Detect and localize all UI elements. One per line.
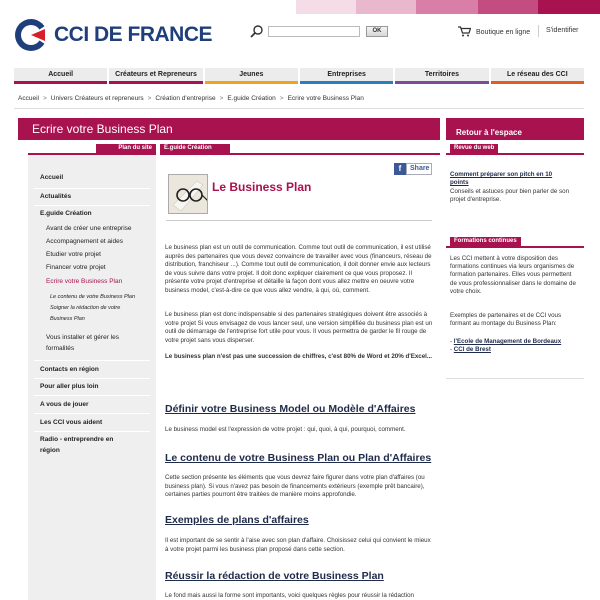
sidebar-item-eguide[interactable]: E.guide Création [40, 210, 92, 217]
revue-link-label: Comment préparer son pitch en 10 [450, 171, 553, 178]
breadcrumb-separator: > [147, 95, 152, 102]
tab-revue-du-web: Revue du web [450, 144, 498, 153]
formations-examples-text: Exemples de partenaires et de CCI vous formant au montage du Business Plan: [450, 312, 562, 328]
sidebar-item-actualites[interactable]: Actualités [40, 193, 72, 200]
breadcrumb-item[interactable]: E.guide Création [227, 95, 276, 102]
business-plan-image [168, 174, 208, 214]
logo-text: CCI DE FRANCE [54, 23, 213, 46]
divider [166, 220, 432, 221]
paragraph: Il est important de se sentir à l'aise avec son plan d'affaire. Choisissez celui qui convient le mieux à votre projet parmi les business plan proposé dans cette section. [165, 537, 431, 553]
paragraph: Le fond mais aussi la forme sont importants, voici quelques règles pour réussir la rédaction [165, 592, 414, 599]
ecole-bordeaux-label: l'Ecole de Management de Bordeaux [453, 338, 562, 345]
cci-logo-icon [14, 18, 48, 52]
page-title-bar [18, 118, 440, 140]
paragraph: Le business model est l'expression de votre projet : qui, quoi, à qui, pourquoi, comment. [165, 426, 406, 433]
revue-link[interactable] [450, 171, 578, 187]
section-heading-link[interactable]: Le contenu de votre Business Plan ou Plan d'Affaires [165, 452, 432, 464]
divider [14, 108, 584, 109]
login-link[interactable]: S'identifier [546, 27, 579, 34]
sidebar-subitem[interactable]: Financer votre projet [46, 264, 106, 271]
sidebar-item-pour-aller[interactable]: Pour aller plus loin [40, 383, 99, 390]
sidebar-subitem[interactable]: Accompagnement et aides [46, 238, 123, 245]
share-label: Share [406, 163, 432, 175]
sidebar-item-contacts[interactable]: Contacts en région [40, 366, 99, 373]
shop-link-label: Boutique en ligne [476, 29, 531, 36]
intro-paragraph: Le business plan est un outil de communication. Comme tout outil de communication, il est utilisé auprès des partenaires que vous devez convaincre de travailler avec vous (financeurs, réseau de distribution, franchiseur ...). Comme tout outil de communication, il doit donner envie aux lecteurs de vous suivre dans votre projet. Il doit donc expliquer clairement ce que vous proposez. Il présente votre projet d'entreprise et détaille la façon dont vous allez mettre en oeuvre votre business model, c'est-à-dire ce que vous allez vendre, à qui, où, comment. [165, 244, 432, 294]
retour-link[interactable]: Retour à l'espace [456, 128, 522, 137]
sidebar-subsubitem[interactable]: Soigner la rédaction de votre [50, 305, 121, 311]
breadcrumb-separator: > [219, 95, 224, 102]
paragraph: Le business plan est donc indispensable si des partenaires stratégiques doivent être associés à votre projet Si vous envisagez de vous lancer seul, une version simplifiée du business plan est un outil de démarrage de l'entreprise fort utile pour vous. Il vous permettra de garder le fil rouge de votre projet sans vous disperser. [165, 311, 433, 344]
cci-brest-link[interactable]: - CCI de Brest [450, 346, 491, 353]
divider [446, 246, 584, 248]
search-icon[interactable] [250, 24, 264, 43]
sidebar-subitem-active[interactable]: Ecrire votre Business Plan [46, 278, 123, 285]
sidebar [28, 153, 156, 600]
breadcrumb-separator: > [279, 95, 284, 102]
nav-accueil[interactable]: Accueil [14, 68, 107, 84]
section-heading-link[interactable]: Exemples de plans d'affaires [165, 514, 309, 526]
search-ok-button[interactable]: OK [366, 26, 388, 37]
sidebar-subitem-cont[interactable]: formalités [46, 345, 75, 352]
breadcrumb-separator: > [42, 95, 47, 102]
divider [446, 153, 584, 155]
nav-territoires[interactable]: Territoires [395, 68, 488, 84]
section-heading-link[interactable]: Réussir la rédaction de votre Business Plan [165, 570, 384, 582]
section-heading-link[interactable]: Définir votre Business Model ou Modèle d'Affaires [165, 403, 416, 415]
sidebar-subsubitem[interactable]: Le contenu de votre Business Plan [50, 294, 136, 300]
tab-eguide: E.guide Création [160, 144, 230, 153]
nav-jeunes[interactable]: Jeunes [205, 68, 298, 84]
search-input[interactable] [268, 26, 360, 37]
cci-brest-label: CCI de Brest [453, 346, 491, 353]
breadcrumb [18, 95, 364, 102]
nav-entreprises[interactable]: Entreprises [300, 68, 393, 84]
facebook-icon: f [394, 163, 406, 175]
breadcrumb-item[interactable]: Création d'entreprise [155, 95, 216, 102]
ecole-bordeaux-link[interactable]: - l'Ecole de Management de Bordeaux [450, 338, 562, 345]
sidebar-subitem[interactable]: Etudier votre projet [46, 251, 101, 258]
divider [446, 378, 584, 379]
tab-plan-du-site: Plan du site [96, 144, 156, 153]
sidebar-subsubitem[interactable]: Business Plan [50, 316, 85, 322]
breadcrumb-item[interactable]: Accueil [18, 95, 39, 102]
breadcrumb-current: Ecrire votre Business Plan [287, 95, 364, 102]
revue-link-label-cont: points [450, 179, 469, 187]
tab-formations-continues: Formations continues [450, 237, 521, 246]
page-title: Ecrire votre Business Plan [32, 122, 173, 136]
paragraph: Le business plan n'est pas une succession de chiffres, c'est 80% de Word et 20% d'Excel... [165, 353, 433, 360]
shop-link[interactable] [458, 26, 530, 39]
sidebar-item-a-vous[interactable]: A vous de jouer [40, 401, 89, 408]
nav-createurs[interactable]: Créateurs et Repreneurs [109, 68, 202, 84]
sidebar-item-radio-cont[interactable]: région [40, 447, 60, 454]
breadcrumb-item[interactable]: Univers Créateurs et repreneurs [50, 95, 144, 102]
sidebar-item-accueil[interactable]: Accueil [40, 174, 64, 181]
cart-icon [458, 26, 471, 39]
sidebar-subitem[interactable]: Avant de créer une entreprise [46, 225, 132, 232]
sidebar-item-radio[interactable]: Radio - entreprendre en [40, 436, 114, 443]
sidebar-item-cci-aident[interactable]: Les CCI vous aident [40, 419, 103, 426]
retour-bar[interactable] [446, 118, 584, 140]
nav-reseau[interactable]: Le réseau des CCI [491, 68, 584, 84]
facebook-share-button[interactable] [394, 163, 432, 175]
top-color-strip [0, 0, 600, 14]
main-nav [14, 68, 584, 84]
formations-text: Les CCI mettent à votre disposition des formations continues via leurs organismes de formation partenaires. Elles vous permettent de vous professionnaliser dans le domaine de votre choix. [450, 255, 576, 295]
sidebar-subitem[interactable]: Vous installer et gérer les [46, 334, 119, 341]
content-heading: Le Business Plan [212, 180, 312, 194]
revue-description: Conseils et astuces pour bien parler de son projet d'entreprise. [450, 188, 570, 204]
paragraph: Cette section présente les éléments que vous devrez faire figurer dans votre plan d'affaires (ou business plan). Si vous n'avez pas besoin de financements extérieurs (exemple prêt bancaire), certaines parties pourront être traitées de manière moins approfondie. [165, 474, 425, 498]
cci-logo[interactable] [14, 18, 212, 52]
header-divider [538, 25, 539, 37]
